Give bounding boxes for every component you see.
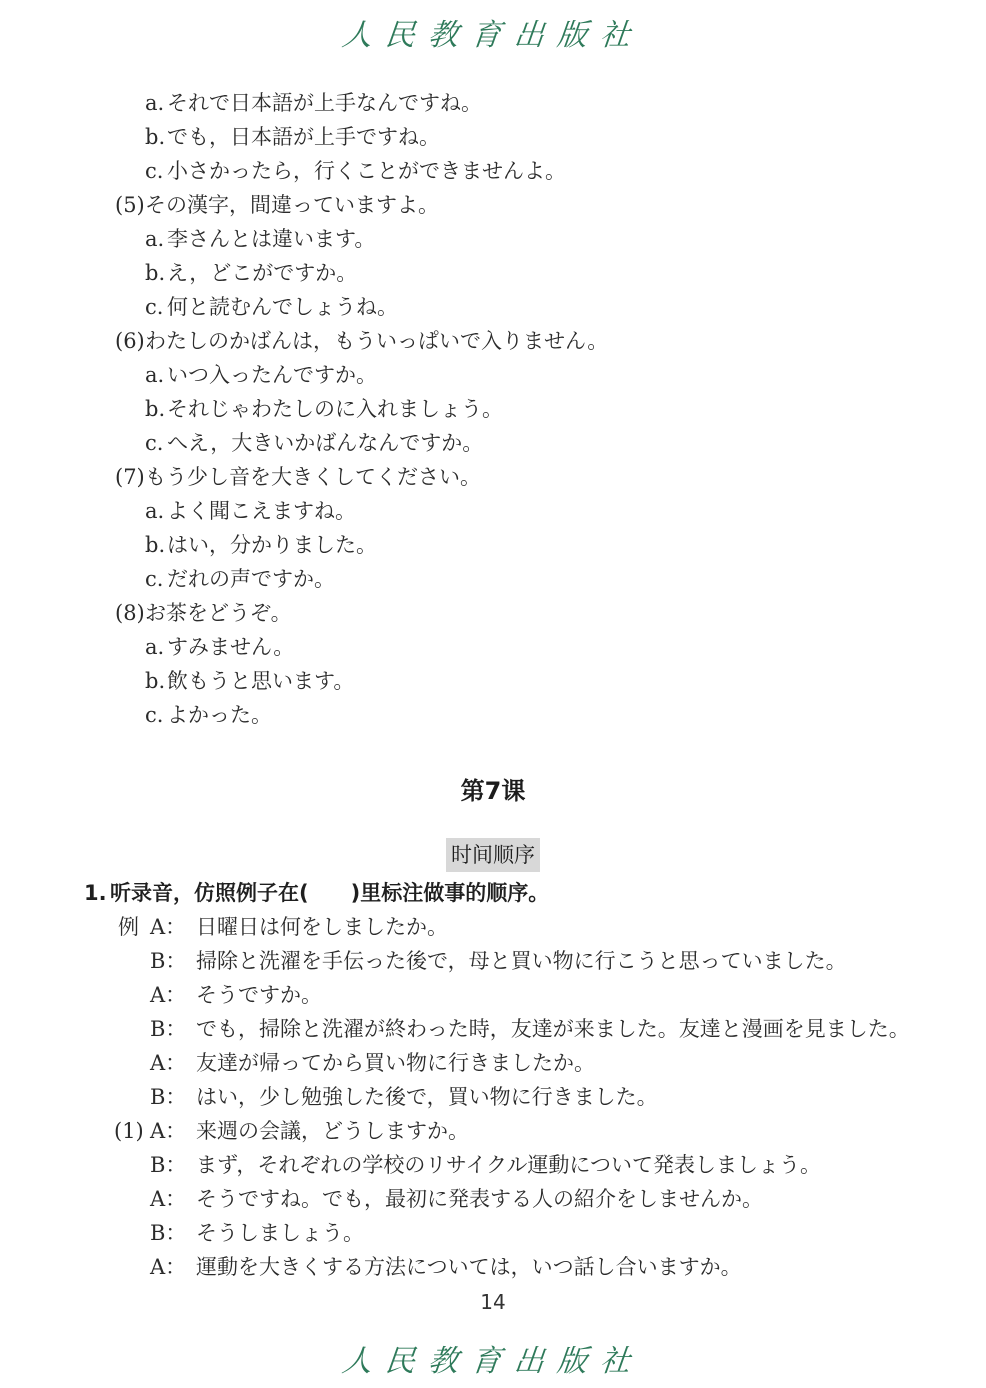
option-label: b. xyxy=(145,261,166,285)
dialogue-line xyxy=(0,1216,986,1250)
dialogue-text: でも，掃除と洗濯が終わった時，友達が来ました。友達と漫画を見ました。 xyxy=(196,1017,910,1041)
option-label: c. xyxy=(145,159,164,183)
option-label: a. xyxy=(145,635,165,659)
option-text: 飲もうと思います。 xyxy=(167,669,355,693)
example-label: 例 xyxy=(118,915,139,939)
dialogue-line xyxy=(0,1012,986,1046)
dialogue-text: 来週の会議，どうしますか。 xyxy=(196,1119,469,1143)
option-label: c. xyxy=(145,295,164,319)
question-number: (6) xyxy=(115,329,145,353)
option-label: a. xyxy=(145,91,165,115)
option-label: c. xyxy=(145,431,164,455)
publisher-logo-footer: 人民教育出版社 xyxy=(340,1344,645,1379)
dialogue-text: そうしましょう。 xyxy=(196,1221,364,1245)
option-line xyxy=(0,562,986,596)
exercise-instruction-text: 听录音，仿照例子在( )里标注做事的顺序。 xyxy=(110,881,550,905)
dialogue-line xyxy=(0,1114,986,1148)
section-heading: 时间顺序 xyxy=(446,838,540,872)
option-line xyxy=(0,358,986,392)
option-line xyxy=(0,494,986,528)
dialogue-line xyxy=(0,944,986,978)
question-line xyxy=(0,596,986,630)
option-label: b. xyxy=(145,125,166,149)
lesson-title: 第7课 xyxy=(460,777,526,805)
option-line xyxy=(0,154,986,188)
dialogue-text: そうですか。 xyxy=(196,983,322,1007)
dialogue-text: 日曜日は何をしましたか。 xyxy=(196,915,448,939)
dialogue-line xyxy=(0,1080,986,1114)
option-line xyxy=(0,256,986,290)
question-prompt: もう少し音を大きくしてください。 xyxy=(145,465,481,489)
speaker-label: A： xyxy=(150,1051,187,1075)
section-heading-row xyxy=(0,838,986,872)
speaker-label: A： xyxy=(150,983,187,1007)
option-text: え，どこがですか。 xyxy=(167,261,358,285)
dialogue-line xyxy=(0,910,986,944)
item-number: (1) xyxy=(114,1119,144,1143)
question-number: (7) xyxy=(115,465,145,489)
speaker-label: A： xyxy=(150,915,187,939)
speaker-label: B： xyxy=(150,1017,187,1041)
speaker-label: B： xyxy=(150,1153,187,1177)
option-label: a. xyxy=(145,363,165,387)
option-line xyxy=(0,698,986,732)
option-label: a. xyxy=(145,499,165,523)
option-text: それじゃわたしのに入れましょう。 xyxy=(167,397,503,421)
speaker-label: B： xyxy=(150,1085,187,1109)
publisher-logo-header: 人民教育出版社 xyxy=(340,18,645,53)
exercise-instruction xyxy=(0,876,986,910)
option-text: 李さんとは違います。 xyxy=(167,227,376,251)
exercise-number: 1. xyxy=(84,881,107,905)
page-content xyxy=(0,86,986,1284)
option-label: a. xyxy=(145,227,165,251)
question-line xyxy=(0,188,986,222)
option-line xyxy=(0,86,986,120)
option-label: c. xyxy=(145,567,164,591)
option-label: b. xyxy=(145,397,166,421)
option-line xyxy=(0,528,986,562)
dialogue-text: 掃除と洗濯を手伝った後で，母と買い物に行こうと思っていました。 xyxy=(196,949,847,973)
dialogue-text: そうですね。でも，最初に発表する人の紹介をしませんか。 xyxy=(196,1187,763,1211)
speaker-label: A： xyxy=(150,1119,187,1143)
option-line xyxy=(0,120,986,154)
option-text: それで日本語が上手なんですね。 xyxy=(167,91,482,115)
dialogue-text: 運動を大きくする方法については，いつ話し合いますか。 xyxy=(196,1255,742,1279)
option-text: すみません。 xyxy=(167,635,295,659)
option-text: よかった。 xyxy=(167,703,272,727)
dialogue-text: 友達が帰ってから買い物に行きましたか。 xyxy=(196,1051,595,1075)
question-prompt: わたしのかばんは，もういっぱいで入りません。 xyxy=(145,329,609,353)
option-label: b. xyxy=(145,533,166,557)
option-text: よく聞こえますね。 xyxy=(167,499,356,523)
option-line xyxy=(0,222,986,256)
option-text: いつ入ったんですか。 xyxy=(167,363,377,387)
option-label: c. xyxy=(145,703,164,727)
question-number: (5) xyxy=(115,193,145,217)
option-line xyxy=(0,664,986,698)
speaker-label: B： xyxy=(150,949,187,973)
option-text: へえ，大きいかばんなんですか。 xyxy=(167,431,484,455)
dialogue-line xyxy=(0,1046,986,1080)
option-text: でも，日本語が上手ですね。 xyxy=(167,125,440,149)
option-line xyxy=(0,392,986,426)
question-line xyxy=(0,324,986,358)
page-number: 14 xyxy=(480,1290,506,1314)
option-label: b. xyxy=(145,669,166,693)
question-prompt: その漢字，間違っていますよ。 xyxy=(145,193,439,217)
option-text: だれの声ですか。 xyxy=(167,567,335,591)
speaker-label: A： xyxy=(150,1255,187,1279)
speaker-label: A： xyxy=(150,1187,187,1211)
question-number: (8) xyxy=(115,601,145,625)
dialogue-line xyxy=(0,1148,986,1182)
option-line xyxy=(0,290,986,324)
dialogue-text: はい，少し勉強した後で，買い物に行きました。 xyxy=(196,1085,658,1109)
dialogue-line xyxy=(0,1182,986,1216)
option-text: 何と読むんでしょうね。 xyxy=(167,295,398,319)
option-line xyxy=(0,426,986,460)
question-prompt: お茶をどうぞ。 xyxy=(145,601,292,625)
dialogue-line xyxy=(0,978,986,1012)
option-line xyxy=(0,630,986,664)
dialogue-line xyxy=(0,1250,986,1284)
dialogue-text: まず，それぞれの学校のリサイクル運動について発表しましょう。 xyxy=(196,1153,821,1177)
option-text: はい，分かりました。 xyxy=(167,533,377,557)
speaker-label: B： xyxy=(150,1221,187,1245)
option-text: 小さかったら，行くことができませんよ。 xyxy=(167,159,566,183)
question-line xyxy=(0,460,986,494)
